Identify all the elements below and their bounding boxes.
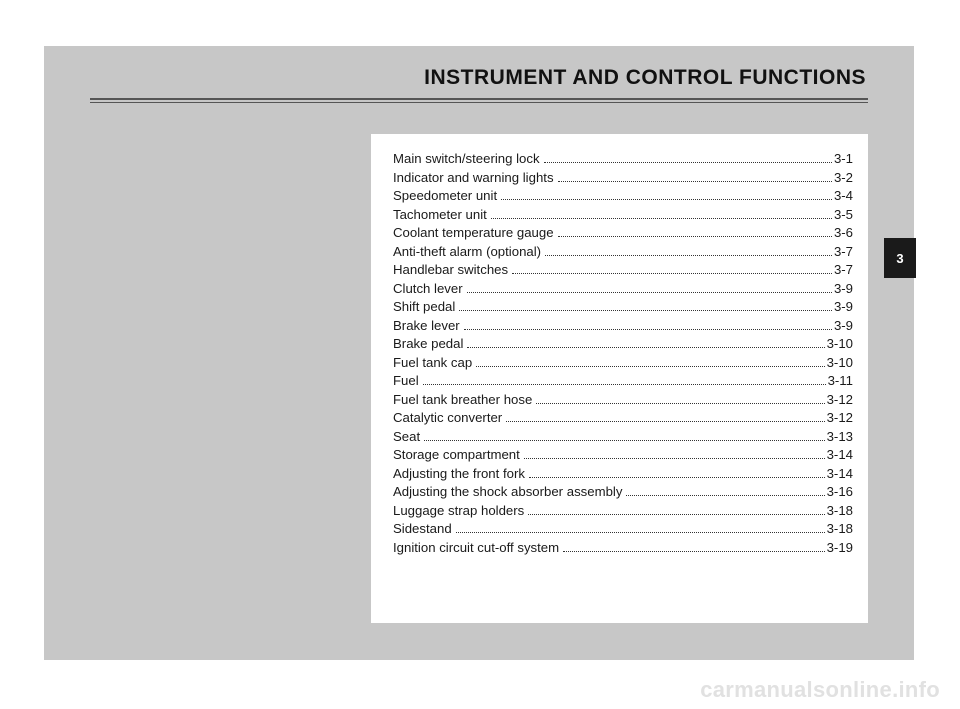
toc-entry[interactable] [393, 355, 853, 374]
toc-entry-page: 3-11 [827, 373, 853, 388]
toc-entry-page: 3-18 [826, 502, 853, 518]
toc-entry-label: Adjusting the front fork [393, 465, 525, 481]
toc-entry-page: 3-10 [826, 354, 853, 370]
toc-entry[interactable] [393, 244, 853, 263]
toc-entry[interactable] [393, 299, 853, 318]
toc-entry-label: Shift pedal [393, 299, 456, 314]
toc-leader-dots [545, 245, 832, 256]
toc-entry-label: Handlebar switches [393, 262, 509, 277]
toc-entry-label: Speedometer unit [393, 188, 498, 203]
toc-entry[interactable] [393, 410, 853, 429]
toc-leader-dots [544, 152, 832, 163]
toc-entry-page: 3-16 [826, 484, 853, 499]
toc-entry-page: 3-14 [826, 465, 853, 481]
toc-entry[interactable] [393, 429, 853, 448]
toc-entry-page: 3-7 [833, 262, 853, 277]
toc-leader-dots [626, 485, 824, 496]
toc-leader-dots [528, 504, 824, 515]
toc-entry[interactable] [393, 466, 853, 485]
toc-entry-label: Anti-theft alarm (optional) [393, 243, 542, 259]
table-of-contents [371, 134, 868, 623]
toc-leader-dots [456, 522, 825, 533]
toc-entry-label: Clutch lever [393, 280, 463, 296]
toc-leader-dots [501, 189, 832, 200]
toc-entry-page: 3-1 [833, 151, 853, 166]
toc-entry-label: Seat [393, 428, 421, 444]
toc-entry[interactable] [393, 373, 853, 392]
toc-entry[interactable] [393, 262, 853, 281]
toc-entry[interactable] [393, 225, 853, 244]
toc-leader-dots [467, 282, 832, 293]
toc-leader-dots [563, 541, 824, 552]
toc-leader-dots [423, 374, 826, 385]
toc-entry-label: Fuel [393, 373, 419, 388]
toc-entry-page: 3-6 [833, 225, 853, 240]
toc-entry-label: Sidestand [393, 521, 452, 536]
toc-leader-dots [459, 300, 832, 311]
toc-entry-page: 3-9 [833, 299, 853, 314]
toc-entry[interactable] [393, 447, 853, 466]
toc-entry-label: Tachometer unit [393, 206, 487, 222]
toc-entry[interactable] [393, 151, 853, 170]
title-rule-thin [90, 102, 868, 103]
toc-entry-label: Fuel tank breather hose [393, 391, 533, 407]
toc-entry-page: 3-13 [826, 428, 853, 444]
toc-entry[interactable] [393, 281, 853, 300]
toc-entry-label: Luggage strap holders [393, 502, 525, 518]
toc-entry-label: Brake pedal [393, 336, 464, 351]
toc-entry[interactable] [393, 540, 853, 559]
toc-leader-dots [424, 430, 824, 441]
toc-entry-label: Indicator and warning lights [393, 169, 554, 185]
toc-entry-page: 3-12 [826, 410, 853, 425]
toc-entry-page: 3-9 [833, 280, 853, 296]
toc-entry-label: Main switch/steering lock [393, 151, 540, 166]
toc-leader-dots [467, 337, 824, 348]
toc-entry-page: 3-18 [826, 521, 853, 536]
watermark: carmanualsonline.info [700, 677, 940, 702]
toc-entry[interactable] [393, 207, 853, 226]
toc-entry-page: 3-10 [826, 336, 853, 351]
toc-entry-label: Adjusting the shock absorber assembly [393, 484, 623, 499]
toc-entry[interactable] [393, 318, 853, 337]
toc-entry[interactable] [393, 336, 853, 355]
toc-leader-dots [491, 208, 832, 219]
toc-leader-dots [476, 356, 824, 367]
toc-leader-dots [529, 467, 825, 478]
toc-entry-label: Storage compartment [393, 447, 520, 462]
toc-list [393, 151, 853, 558]
toc-leader-dots [558, 171, 832, 182]
toc-entry[interactable] [393, 521, 853, 540]
toc-entry-page: 3-2 [833, 169, 853, 185]
toc-leader-dots [512, 263, 832, 274]
toc-leader-dots [558, 226, 832, 237]
toc-entry-page: 3-9 [833, 317, 853, 333]
toc-entry-page: 3-19 [826, 539, 853, 555]
section-tab[interactable]: 3 [884, 238, 916, 278]
toc-entry-label: Ignition circuit cut-off system [393, 539, 560, 555]
toc-entry-label: Catalytic converter [393, 410, 503, 425]
page-title: INSTRUMENT AND CONTROL FUNCTIONS [424, 66, 866, 89]
toc-entry-label: Coolant temperature gauge [393, 225, 554, 240]
toc-entry-page: 3-14 [826, 447, 853, 462]
toc-entry[interactable] [393, 503, 853, 522]
toc-entry-label: Fuel tank cap [393, 354, 473, 370]
toc-entry-page: 3-4 [833, 188, 853, 203]
toc-entry[interactable] [393, 188, 853, 207]
toc-entry-page: 3-7 [833, 243, 853, 259]
toc-leader-dots [536, 393, 824, 404]
manual-page [44, 46, 914, 660]
title-rule-thick [90, 98, 868, 100]
toc-entry[interactable] [393, 170, 853, 189]
toc-entry-page: 3-5 [833, 206, 853, 222]
toc-leader-dots [464, 319, 832, 330]
toc-leader-dots [506, 411, 824, 422]
toc-entry[interactable] [393, 392, 853, 411]
toc-entry-page: 3-12 [826, 391, 853, 407]
toc-entry-label: Brake lever [393, 317, 460, 333]
toc-entry[interactable] [393, 484, 853, 503]
toc-leader-dots [524, 448, 825, 459]
